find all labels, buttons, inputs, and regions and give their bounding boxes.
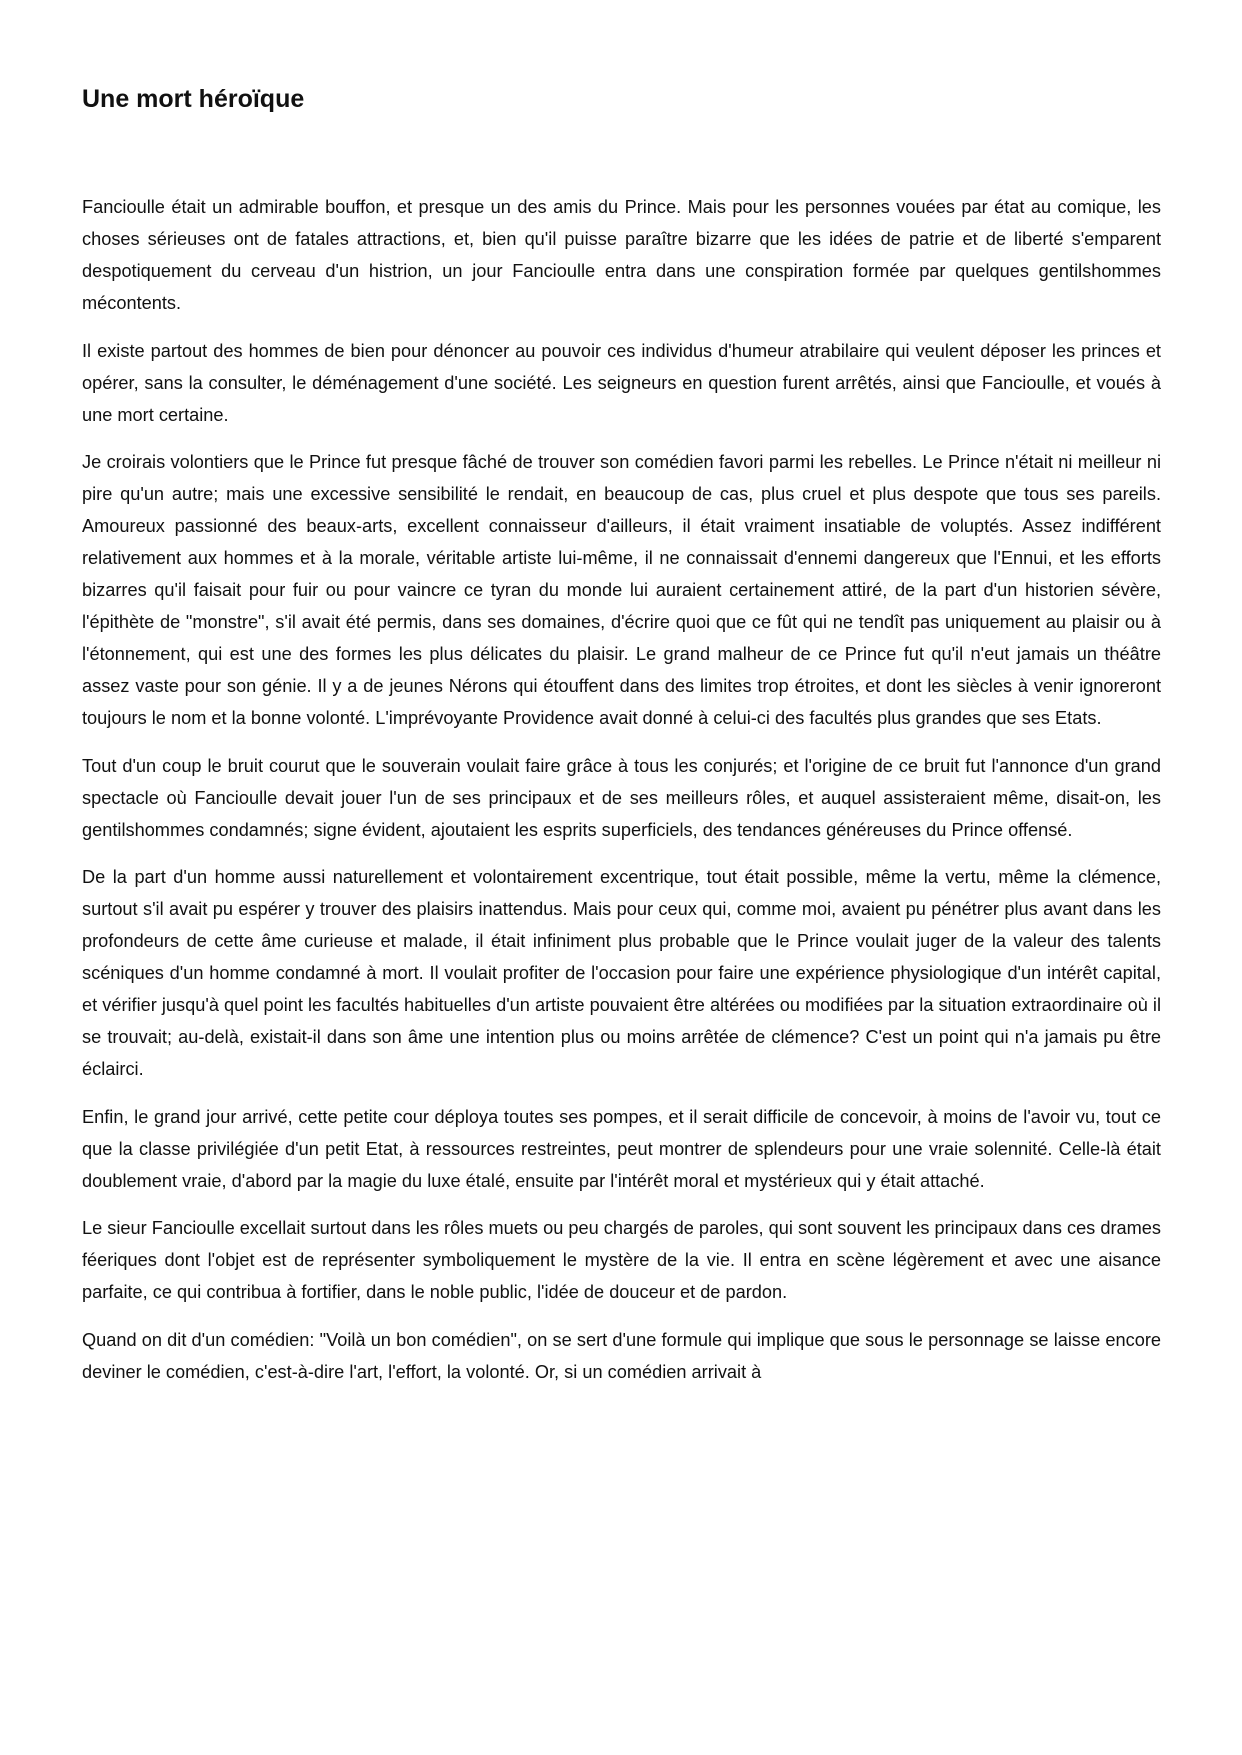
paragraph-2: Il existe partout des hommes de bien pour dénoncer au pouvoir ces individus d'humeur atrabilaire qui veulent déposer les princes et opérer, sans la consulter, le déménagement d'une société. Les seigneurs en question furent arrêtés, ainsi que Fancioulle, et voués à une mort certaine. [82, 340, 1161, 425]
paragraph-5: De la part d'un homme aussi naturellement et volontairement excentrique, tout était possible, même la vertu, même la clémence, surtout s'il avait pu espérer y trouver des plaisirs inattendus. Mais pour ceux qui, comme moi, avaient pu pénétrer plus avant dans les profondeurs de cette âme curieuse et malade, il était infiniment plus probable que le Prince voulait juger de la valeur des talents scéniques d'un homme condamné à mort. Il voulait profiter de l'occasion pour faire une expérience physiologique d'un intérêt capital, et vérifier jusqu'à quel point les facultés habituelles d'un artiste pouvaient être altérées ou modifiées par la situation extraordinaire où il se trouvait; au-delà, existait-il dans son âme une intention plus ou moins arrêtée de clémence? C'est un point qui n'a jamais pu être éclairci. [82, 867, 1161, 1079]
document-title: Une mort héroïque [82, 85, 305, 113]
paragraph-1: Fancioulle était un admirable bouffon, et presque un des amis du Prince. Mais pour les personnes vouées par état au comique, les choses sérieuses ont de fatales attractions, et, bien qu'il puisse paraître bizarre que les idées de patrie et de liberté s'emparent despotiquement du cerveau d'un histrion, un jour Fancioulle entra dans une conspiration formée par quelques gentilshommes mécontents. [82, 197, 1161, 313]
paragraph-8: Quand on dit d'un comédien: "Voilà un bon comédien", on se sert d'une formule qui implique que sous le personnage se laisse encore deviner le comédien, c'est-à-dire l'art, l'effort, la volonté. Or, si un comédien arrivait à [82, 1329, 1161, 1382]
document-body [82, 191, 1161, 1388]
document-page [82, 0, 1161, 1403]
paragraph-4: Tout d'un coup le bruit courut que le souverain voulait faire grâce à tous les conjurés; et l'origine de ce bruit fut l'annonce d'un grand spectacle où Fancioulle devait jouer l'un de ses principaux et de ses meilleurs rôles, et auquel assisteraient même, disait-on, les gentilshommes condamnés; signe évident, ajoutaient les esprits superficiels, des tendances généreuses du Prince offensé. [82, 755, 1161, 840]
paragraph-7: Le sieur Fancioulle excellait surtout dans les rôles muets ou peu chargés de paroles, qui sont souvent les principaux dans ces drames féeriques dont l'objet est de représenter symboliquement le mystère de la vie. Il entra en scène légèrement et avec une aisance parfaite, ce qui contribua à fortifier, dans le noble public, l'idée de douceur et de pardon. [82, 1218, 1161, 1302]
paragraph-3: Je croirais volontiers que le Prince fut presque fâché de trouver son comédien favori parmi les rebelles. Le Prince n'était ni meilleur ni pire qu'un autre; mais une excessive sensibilité le rendait, en beaucoup de cas, plus cruel et plus despote que tous ses pareils. Amoureux passionné des beaux-arts, excellent connaisseur d'ailleurs, il était vraiment insatiable de voluptés. Assez indifférent relativement aux hommes et à la morale, véritable artiste lui-même, il ne connaissait d'ennemi dangereux que l'Ennui, et les efforts bizarres qu'il faisait pour fuir ou pour vaincre ce tyran du monde lui auraient certainement attiré, de la part d'un historien sévère, l'épithète de "monstre", s'il avait été permis, dans ses domaines, d'écrire quoi que ce fût qui ne tendît pas uniquement au plaisir ou à l'étonnement, qui est une des formes les plus délicates du plaisir. Le grand malheur de ce Prince fut qu'il n'eut jamais un théâtre assez vaste pour son génie. Il y a de jeunes Nérons qui étouffent dans des limites trop étroites, et dont les siècles à venir ignoreront toujours le nom et la bonne volonté. L'imprévoyante Providence avait donné à celui-ci des facultés plus grandes que ses Etats. [82, 452, 1161, 728]
paragraph-6: Enfin, le grand jour arrivé, cette petite cour déploya toutes ses pompes, et il serait difficile de concevoir, à moins de l'avoir vu, tout ce que la classe privilégiée d'un petit Etat, à ressources restreintes, peut montrer de splendeurs pour une vraie solennité. Celle-là était doublement vraie, d'abord par la magie du luxe étalé, ensuite par l'intérêt moral et mystérieux qui y était attaché. [82, 1106, 1161, 1191]
